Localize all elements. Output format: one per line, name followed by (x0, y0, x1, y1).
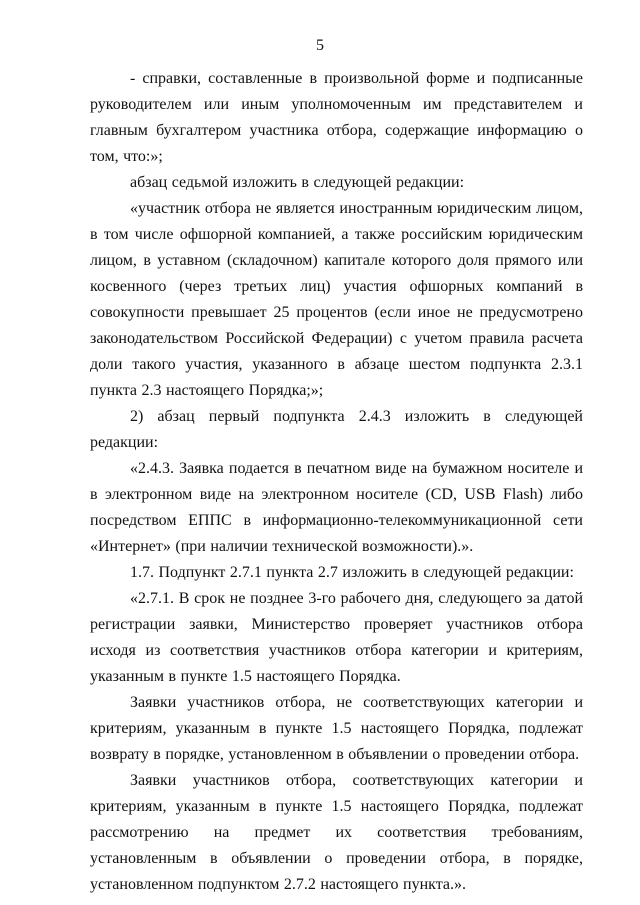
paragraph-review-applications: Заявки участников отбора, соответствующих категории и критериям, указанным в пункте 1.5 настоящего Порядка, подлежат рассмотрению на предмет их соответствия требованиям, установленным в объявлении о проведении отбора, в порядке, установленном подпунктом 2.7.2 настоящего пункта.». (90, 772, 583, 893)
paragraph-2-4-3-amend: 2) абзац первый подпункта 2.4.3 изложить в следующей редакции: (90, 408, 583, 451)
page-body (90, 66, 583, 898)
paragraph-2-7-1-text: «2.7.1. В срок не позднее 3-го рабочего дня, следующего за датой регистрации заявки, Министерство проверяет участников отбора исходя из соответствия участников отбора категории и критериям, указанным в пункте 1.5 настоящего Порядка. (90, 590, 583, 685)
paragraph-return-applications: Заявки участников отбора, не соответствующих категории и критериям, указанным в пункте 1.5 настоящего Порядка, подлежат возврату в порядке, установленном в объявлении о проведении отбора. (90, 694, 583, 763)
paragraph-1-7: 1.7. Подпункт 2.7.1 пункта 2.7 изложить в следующей редакции: (130, 564, 574, 581)
paragraph-2-4-3-text: «2.4.3. Заявка подается в печатном виде на бумажном носителе и в электронном виде на электронном носителе (CD, USB Flash) либо посредством ЕППС в информационно-телекоммуникационной сети «Интернет» (при наличии технической возможности).». (90, 460, 583, 555)
paragraph-offshore: «участник отбора не является иностранным юридическим лицом, в том числе офшорной компанией, а также российским юридическим лицом, в уставном (складочном) капитале которого доля прямого или косвенного (через третьих лиц) участия офшорных компаний в совокупности превышает 25 процентов (если иное не предусмотрено законодательством Российской Федерации) с учетом правила расчета доли такого участия, указанного в абзаце шестом подпункта 2.3.1 пункта 2.3 настоящего Порядка;»; (90, 200, 583, 399)
page-number: 5 (316, 37, 324, 54)
paragraph-certificates: - справки, составленные в произвольной форме и подписанные руководителем или иным уполномоченным им представителем и главным бухгалтером участника отбора, содержащие информацию о том, что:»; (90, 70, 583, 165)
paragraph-seventh-amend: абзац седьмой изложить в следующей редакции: (130, 174, 465, 191)
